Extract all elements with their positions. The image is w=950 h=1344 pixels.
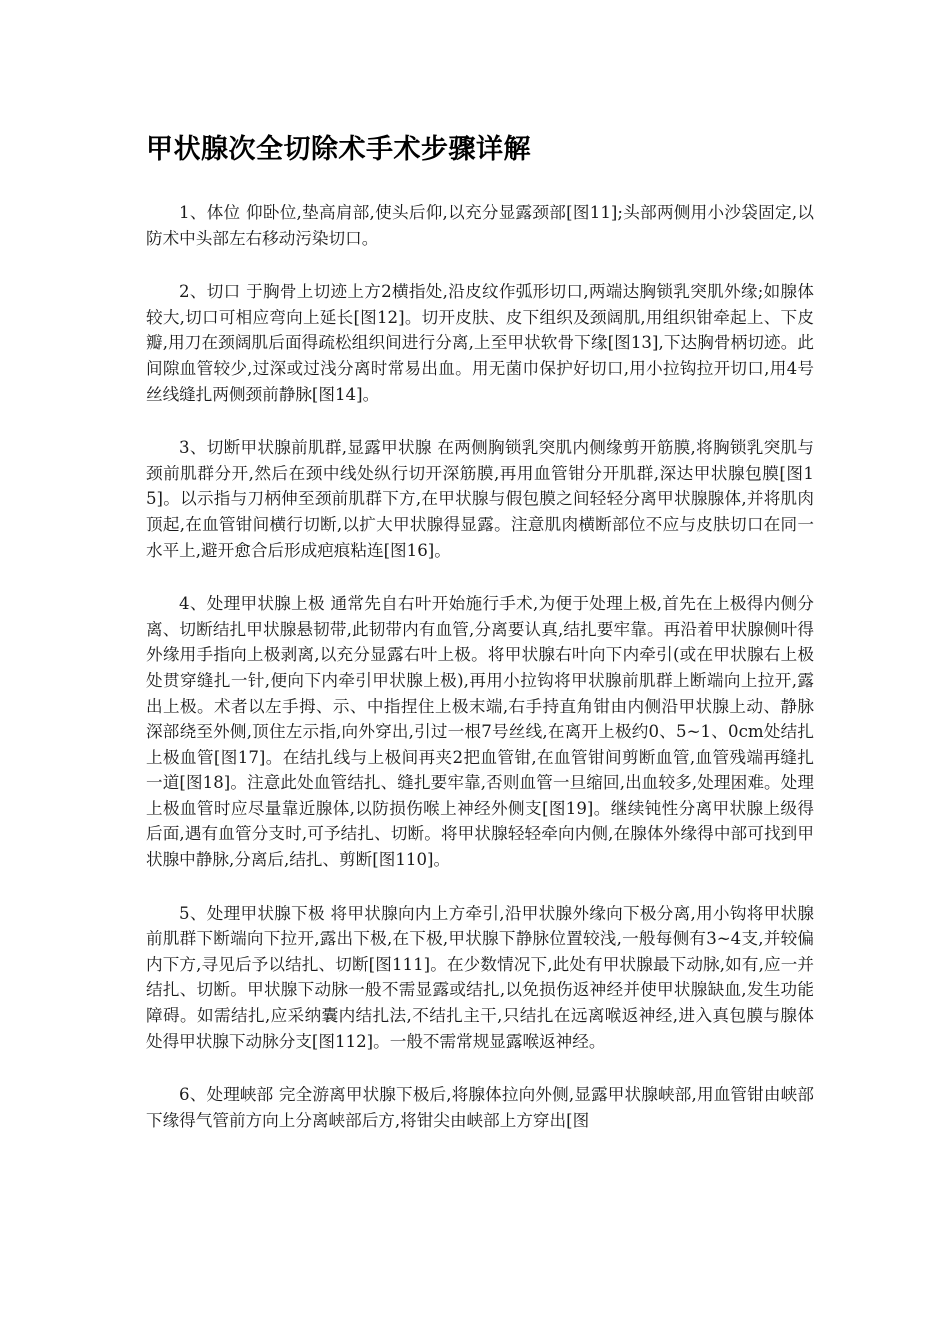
paragraph-upper-pole: 4、处理甲状腺上极 通常先自右叶开始施行手术,为便于处理上极,首先在上极得内侧分离、切断结扎甲状腺悬韧带,此韧带内有血管,分离要认真,结扎要牢靠。再沿着甲状腺侧叶得外缘用手指向上极剥离,以充分显露右叶上极。将甲状腺右叶向下内牵引(或在甲状腺右上极处贯穿缝扎一针,便向下内牵引甲状腺上极),再用小拉钩将甲状腺前肌群上断端向上拉开,露出上极。术者以左手拇、示、中指捏住上极末端,右手持直角钳由内侧沿甲状腺上动、静脉深部绕至外侧,顶住左示指,向外穿出,引过一根7号丝线,在离开上极约0、5~1、0cm处结扎上极血管[图17]。在结扎线与上极间再夹2把血管钳,在血管钳间剪断血管,血管残端再缝扎一道[图18]。注意此处血管结扎、缝扎要牢靠,否则血管一旦缩回,出血较多,处理困难。处理上极血管时应尽量靠近腺体,以防损伤喉上神经外侧支[图19]。继续钝性分离甲状腺上级得后面,遇有血管分支时,可予结扎、切断。将甲状腺轻轻牵向内侧,在腺体外缘得中部可找到甲状腺中静脉,分离后,结扎、剪断[图110]。 (146, 594, 814, 870)
paragraph-incision: 2、切口 于胸骨上切迹上方2横指处,沿皮纹作弧形切口,两端达胸锁乳突肌外缘;如腺体较大,切口可相应弯向上延长[图12]。切开皮肤、皮下组织及颈阔肌,用组织钳牵起上、下皮瓣,用刀在颈阔肌后面得疏松组织间进行分离,上至甲状软骨下缘[图13],下达胸骨柄切迹。此间隙血管较少,过深或过浅分离时常易出血。用无菌巾保护好切口,用小拉钩拉开切口,用4号丝线缝扎两侧颈前静脉[图14]。 (146, 282, 814, 404)
document-title: 甲状腺次全切除术手术步骤详解 (146, 134, 531, 165)
paragraph-position: 1、体位 仰卧位,垫高肩部,使头后仰,以充分显露颈部[图11];头部两侧用小沙袋固定,以防术中头部左右移动污染切口。 (146, 203, 814, 248)
paragraph-anterior-muscles: 3、切断甲状腺前肌群,显露甲状腺 在两侧胸锁乳突肌内侧缘剪开筋膜,将胸锁乳突肌与颈前肌群分开,然后在颈中线处纵行切开深筋膜,再用血管钳分开肌群,深达甲状腺包膜[图15]。以示指与刀柄伸至颈前肌群下方,在甲状腺与假包膜之间轻轻分离甲状腺腺体,并将肌肉顶起,在血管钳间横行切断,以扩大甲状腺得显露。注意肌肉横断部位不应与皮肤切口在同一水平上,避开愈合后形成疤痕粘连[图16]。 (146, 438, 814, 560)
paragraph-lower-pole: 5、处理甲状腺下极 将甲状腺向内上方牵引,沿甲状腺外缘向下极分离,用小钩将甲状腺前肌群下断端向下拉开,露出下极,在下极,甲状腺下静脉位置较浅,一般每侧有3~4支,并较偏内下方,寻见后予以结扎、切断[图111]。在少数情况下,此处有甲状腺最下动脉,如有,应一并结扎、切断。甲状腺下动脉一般不需显露或结扎,以免损伤返神经并使甲状腺缺血,发生功能障碍。如需结扎,应采纳囊内结扎法,不结扎主干,只结扎在远离喉返神经,进入真包膜与腺体处得甲状腺下动脉分支[图112]。一般不需常规显露喉返神经。 (146, 903, 814, 1051)
document-body (146, 128, 814, 1161)
paragraph-isthmus: 6、处理峡部 完全游离甲状腺下极后,将腺体拉向外侧,显露甲状腺峡部,用血管钳由峡部下缘得气管前方向上分离峡部后方,将钳尖由峡部上方穿出[图 (146, 1085, 814, 1130)
